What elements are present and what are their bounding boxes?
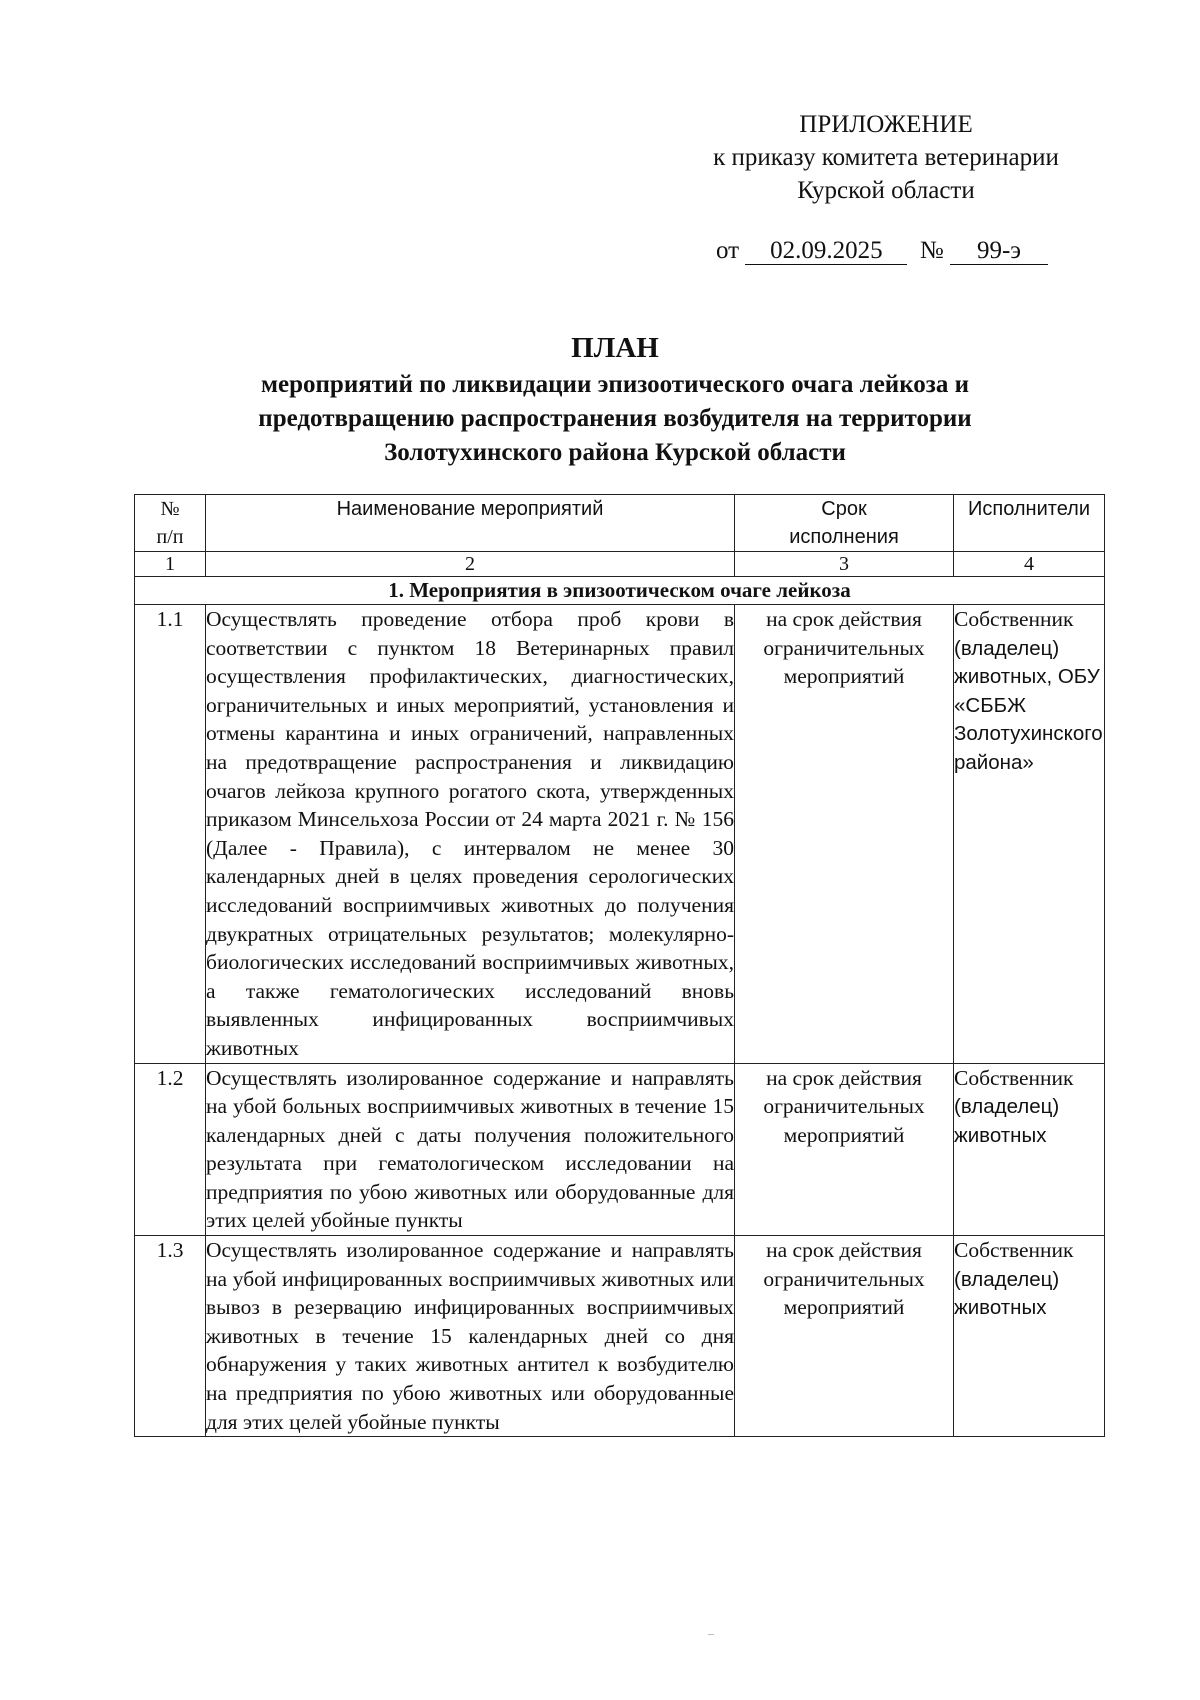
header-num: № п/п — [135, 495, 206, 552]
row-number: 1.3 — [135, 1236, 206, 1437]
plan-subtitle-line-3: Золотухинского района Курской области — [384, 439, 846, 466]
order-date: 02.09.2025 — [745, 238, 907, 265]
order-from-label: от — [716, 237, 740, 264]
row-number: 1.1 — [135, 605, 206, 1064]
row-description: Осуществлять проведение отбора проб крови в соответствии с пунктом 18 Ветеринарных правил осуществления профилактических, диагностических, ограничительных и иных мероприятий, установления и отмены карантина и иных ограничений, направленных на предотвращение распространения и ликвидацию очагов лейкоза крупного рогатого скота, утвержденных приказом Минсельхоза России от 24 марта 2021 г. № 156 (Далее - Правила), с интервалом не менее 30 календарных дней в целях проведения серологических исследований восприимчивых животных до получения двукратных отрицательных результатов; молекулярно-биологических исследований восприимчивых животных, а также гематологических исследований вновь выявленных инфицированных восприимчивых животных — [206, 605, 735, 1064]
row-term: на срок действия ограничительных мероприятий — [735, 1063, 954, 1236]
row-executors — [954, 1063, 1105, 1236]
section-title: 1. Мероприятия в эпизоотическом очаге лейкоза — [135, 577, 1105, 605]
order-number-label: № — [919, 237, 944, 264]
appendix-region: Курской области — [797, 177, 975, 204]
executor-owner: Собственник — [954, 607, 1074, 631]
header-executors: Исполнители — [954, 495, 1105, 552]
column-number: 2 — [206, 552, 735, 577]
table-row — [135, 605, 1105, 1064]
order-reference — [716, 236, 1048, 266]
row-executors — [954, 1236, 1105, 1437]
row-executors — [954, 605, 1105, 1064]
row-number: 1.2 — [135, 1063, 206, 1236]
table-row — [135, 1236, 1105, 1437]
plan-heading: ПЛАН — [571, 332, 659, 364]
row-term: на срок действия ограничительных мероприятий — [735, 605, 954, 1064]
plan-subtitle-line-2: предотвращению распространения возбудителя на территории — [258, 405, 972, 432]
document-title — [150, 330, 1080, 470]
executor-rest: (владелец) животных — [954, 1267, 1060, 1320]
column-number-row — [135, 552, 1105, 577]
section-row — [135, 577, 1105, 605]
scan-mark — [708, 1634, 714, 1635]
executor-rest: (владелец) животных — [954, 1095, 1060, 1147]
table-row — [135, 1063, 1105, 1236]
appendix-title: ПРИЛОЖЕНИЕ — [799, 111, 973, 138]
executor-rest: (владелец) животных, ОБУ «СББЖ Золотухинского района» — [954, 636, 1103, 774]
header-term: Срок исполнения — [735, 495, 954, 552]
column-number: 1 — [135, 552, 206, 577]
column-number: 3 — [735, 552, 954, 577]
row-description: Осуществлять изолированное содержание и направлять на убой больных восприимчивых животных в течение 15 календарных дней с даты получения положительного результата при гематологическом исследовании на предприятия по убою животных или оборудованные для этих целей убойные пункты — [206, 1063, 735, 1236]
column-number: 4 — [954, 552, 1105, 577]
appendix-order-ref: к приказу комитета ветеринарии — [713, 144, 1059, 171]
header-name: Наименование мероприятий — [206, 495, 735, 552]
appendix-header — [666, 108, 1106, 207]
order-number: 99-э — [950, 238, 1048, 265]
executor-owner: Собственник — [954, 1238, 1074, 1263]
row-description: Осуществлять изолированное содержание и направлять на убой инфицированных восприимчивых животных или вывоз в резервацию инфицированных восприимчивых животных в течение 15 календарных дней со дня обнаружения у таких животных антител к возбудителю на предприятия по убою животных или оборудованные для этих целей убойные пункты — [206, 1236, 735, 1437]
plan-table — [134, 494, 1105, 1437]
table-header-row — [135, 495, 1105, 552]
plan-subtitle-line-1: мероприятий по ликвидации эпизоотического очага лейкоза и — [261, 371, 969, 398]
executor-owner: Собственник — [954, 1065, 1074, 1090]
row-term: на срок действия ограничительных мероприятий — [735, 1236, 954, 1437]
